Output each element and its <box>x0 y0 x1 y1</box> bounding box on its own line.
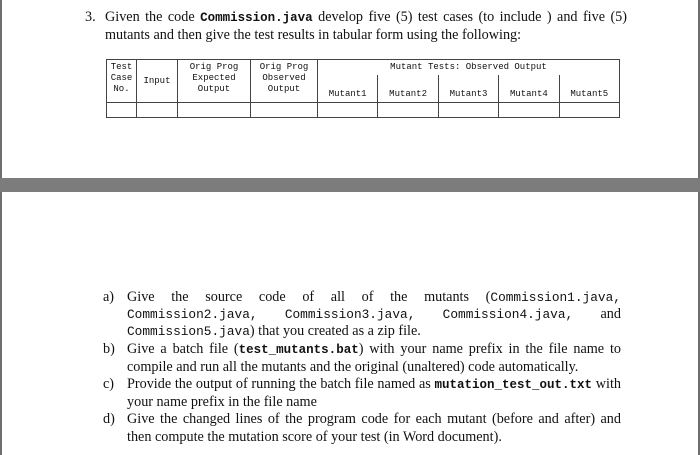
subquestion-label: b) <box>103 340 115 357</box>
table-cell <box>251 103 318 118</box>
subquestion-c-text-post: with your name prefix in the file name <box>127 376 621 411</box>
question-text <box>105 9 627 44</box>
question-number: 3. <box>85 9 96 25</box>
page-bottom <box>0 192 700 455</box>
header-mutant-1: Mutant1 <box>318 75 378 103</box>
table-cell <box>378 103 438 118</box>
subquestion-b-text-post: ) with your name prefix in the file name to compile and run all the mutants and the original (unaltered) code automatically. <box>127 340 622 375</box>
file-name: Commission4.java, <box>442 307 574 323</box>
question-text-post: develop five (5) test cases (to include ) and five (5) mutants and then give the test results in tabular form using the following: <box>105 9 627 43</box>
header-mutant-2: Mutant2 <box>378 75 438 103</box>
header-mutant-5: Mutant5 <box>559 75 619 103</box>
table-cell <box>178 103 251 118</box>
subquestion-b <box>103 341 621 376</box>
header-line: No. <box>113 84 130 94</box>
table-cell <box>438 103 498 118</box>
subquestion-label: d) <box>103 411 115 428</box>
table-cell <box>107 103 137 118</box>
table-cell <box>137 103 178 118</box>
header-input: Input <box>137 60 178 103</box>
header-mutant-3: Mutant3 <box>438 75 498 103</box>
header-line: Output <box>197 84 231 94</box>
header-test-case-no <box>107 60 137 103</box>
subquestion-a <box>103 289 621 341</box>
header-observed-output <box>251 60 318 103</box>
subquestion-a-line2 <box>127 306 621 323</box>
header-line: Orig Prog <box>189 62 239 72</box>
subquestion-d-text: Give the changed lines of the program code for each mutant (before and after) and then compute the mutation score of your test (in Word document). <box>127 411 621 445</box>
file-name: mutation_test_out.txt <box>434 378 593 393</box>
file-name: Commission2.java, <box>127 307 258 323</box>
subquestion-a-line1: Give the source code of all of the mutants (Commission1.java, <box>127 289 621 305</box>
subquestion-a-line3 <box>127 323 621 340</box>
subquestion-label: a) <box>103 289 115 305</box>
subquestion-b-text-pre: Give a batch file ( <box>127 340 239 357</box>
table-header-row <box>107 60 620 76</box>
table-cell <box>559 103 619 118</box>
table-cell <box>499 103 559 118</box>
file-name: test_mutants.bat <box>238 342 359 357</box>
results-table <box>106 59 620 118</box>
header-line: Expected <box>192 73 236 83</box>
header-line: Test <box>110 62 133 72</box>
subquestion-c-text-pre: Provide the output of running the batch file named as <box>127 376 435 393</box>
table-row <box>107 103 620 118</box>
header-line: Output <box>267 84 301 94</box>
question-text-pre: Given the code <box>105 9 201 25</box>
header-mutant-tests: Mutant Tests: Observed Output <box>318 60 620 76</box>
file-name: Commission1.java, <box>490 290 621 305</box>
table-cell <box>318 103 378 118</box>
page-separator <box>0 178 700 192</box>
and-word: and <box>600 306 621 323</box>
page-top <box>0 0 700 178</box>
subquestion-a-text-post: ) that you created as a zip file. <box>249 323 421 340</box>
header-mutant-4: Mutant4 <box>499 75 559 103</box>
file-name: Commission5.java <box>127 324 250 340</box>
header-line: Case <box>110 73 133 83</box>
code-file-name: Commission.java <box>200 11 313 25</box>
file-name: Commission3.java, <box>284 307 416 323</box>
subquestion-c <box>103 376 621 411</box>
subquestion-d <box>103 411 621 445</box>
header-line: Orig Prog <box>259 62 309 72</box>
header-line: Observed <box>262 73 306 83</box>
subquestion-label: c) <box>103 376 115 393</box>
header-expected-output <box>178 60 251 103</box>
subquestion-list <box>103 289 621 446</box>
